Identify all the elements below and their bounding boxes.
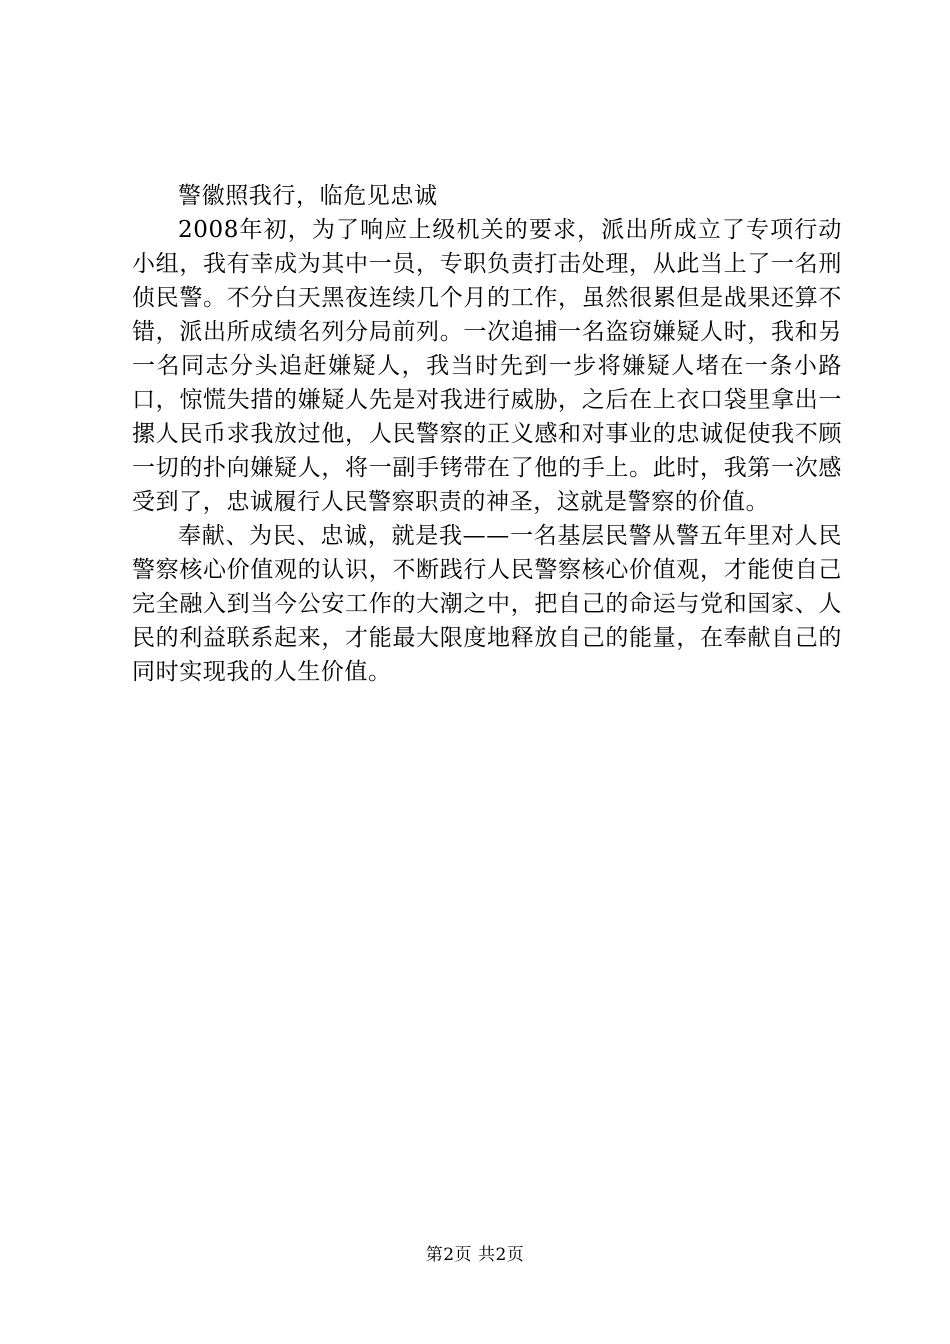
document-body	[132, 179, 842, 689]
paragraph-1: 2008年初，为了响应上级机关的要求，派出所成立了专项行动小组，我有幸成为其中一员，专职负责打击处理，从此当上了一名刑侦民警。不分白天黑夜连续几个月的工作，虽然很累但是战果还算不错，派出所成绩名列分局前列。一次追捕一名盗窃嫌疑人时，我和另一名同志分头追赶嫌疑人，我当时先到一步将嫌疑人堵在一条小路口，惊慌失措的嫌疑人先是对我进行威胁，之后在上衣口袋里拿出一摞人民币求我放过他，人民警察的正义感和对事业的忠诚促使我不顾一切的扑向嫌疑人，将一副手铐带在了他的手上。此时，我第一次感受到了，忠诚履行人民警察职责的神圣，这就是警察的价值。	[132, 217, 842, 515]
page-footer: 第2页 共2页	[425, 1245, 525, 1265]
paragraph-2: 奉献、为民、忠诚，就是我——一名基层民警从警五年里对人民警察核心价值观的认识，不断践行人民警察核心价值观，才能使自己完全融入到当今公安工作的大潮之中，把自己的命运与党和国家、人民的利益联系起来，才能最大限度地释放自己的能量，在奉献自己的同时实现我的人生价值。	[132, 523, 842, 685]
document-title: 警徽照我行，临危见忠诚	[178, 183, 438, 209]
